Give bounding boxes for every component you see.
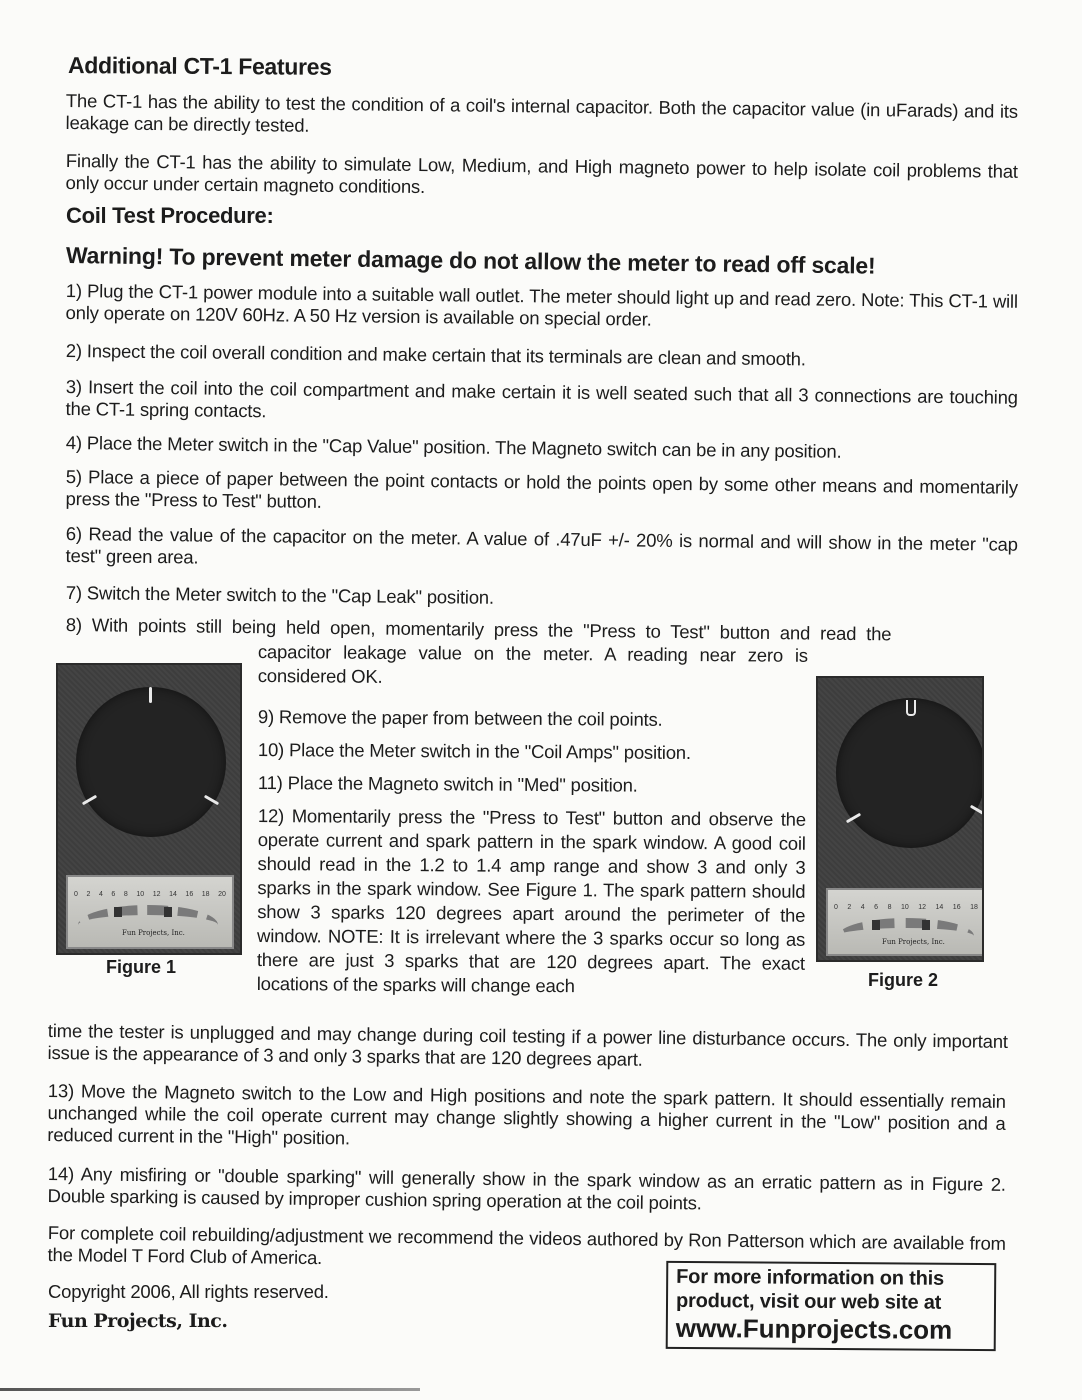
meter-arc — [78, 905, 218, 945]
spark-mark — [149, 687, 152, 703]
warning-heading: Warning! To prevent meter damage do not allow the meter to read off scale! — [65, 242, 876, 279]
meter-tick-label: 12 — [152, 891, 161, 898]
meter-tick-label: 6 — [111, 891, 116, 898]
meter-arc — [838, 918, 974, 954]
spark-mark — [846, 813, 861, 824]
spark-window — [836, 698, 984, 848]
step-6: 6) Read the value of the capacitor on the meter. A value of .47uF +/- 20% is normal and will show in the meter "cap test" green area. — [65, 523, 1018, 568]
step-12-continued: time the tester is unplugged and may change during coil testing if a power line disturbance occurs. The only important issue is the appearance of 3 and only 3 sparks that are 120 degrees apart. — [47, 1020, 1008, 1070]
website-link[interactable]: www.Funprojects.com — [675, 1312, 953, 1345]
step-4: 4) Place the Meter switch in the "Cap Value" position. The Magneto switch can be in any position. — [65, 432, 842, 462]
page-edge-shadow — [0, 1388, 420, 1391]
step-1: 1) Plug the CT-1 power module into a suitable wall outlet. The meter should light up and read zero. Note: This CT-1 will only operate on 120V 60Hz. A 50 Hz version is available on special order. — [65, 280, 1018, 330]
ammeter-dial — [66, 875, 234, 949]
recommendation-paragraph: For complete coil rebuilding/adjustment we recommend the videos authored by Ron Patterson which are available from the Model T Ford Club of America. — [47, 1222, 1006, 1269]
procedure-heading: Coil Test Procedure: — [66, 203, 274, 228]
info-box-line-2: product, visit our web site at — [675, 1289, 942, 1314]
step-5: 5) Place a piece of paper between the point contacts or hold the points open by some other means and momentarily press the "Press to Test" button. — [65, 466, 1018, 512]
features-heading: Additional CT-1 Features — [67, 52, 332, 80]
copyright-notice: Copyright 2006, All rights reserved. — [48, 1281, 329, 1302]
step-12: 12) Momentarily press the "Press to Test" button and observe the operate current and spark pattern in the spark window. A good coil should read in the 1.2 to 1.4 amp range and show 3 and only 3 sparks in the spark window. See Figure 1. The spark pattern should show 3 sparks 120 degrees apart around the perimeter of the window. NOTE: It is irrelevant where the 3 sparks occur so long as there are just 3 sparks that are 120 degrees apart. The exact locations of the sparks will change each — [256, 805, 806, 997]
meter-zone-marker — [872, 920, 880, 930]
meter-tick-label: 18 — [970, 904, 978, 911]
step-8: 8) With points still being held open, momentarily press the "Press to Test" button and read the — [65, 614, 892, 645]
figure-1-photo — [56, 663, 242, 955]
meter-tick-label: 18 — [201, 891, 210, 898]
meter-tick-label: 14 — [169, 891, 177, 898]
step-8-continued: capacitor leakage value on the meter. A reading near zero is considered OK. — [257, 641, 808, 687]
meter-zone-marker — [164, 907, 172, 917]
meter-tick-label: 16 — [185, 891, 194, 898]
figure-2-photo — [816, 676, 984, 962]
info-box-line-1: For more information on this — [676, 1265, 945, 1290]
ammeter-dial — [826, 888, 984, 956]
meter-tick-label: 14 — [935, 904, 944, 911]
step-7: 7) Switch the Meter switch to the "Cap Leak" position. — [65, 582, 495, 608]
meter-tick-label: 20 — [218, 891, 226, 898]
website-info-box — [666, 1261, 997, 1351]
figure-2-caption: Figure 2 — [868, 970, 939, 990]
features-paragraph-2: Finally the CT-1 has the ability to simulate Low, Medium, and High magneto power to help isolate coil problems that only occur under certain magneto conditions. — [65, 150, 1018, 198]
figure-1-caption: Figure 1 — [106, 957, 177, 977]
meter-brand: Fun Projects, Inc. — [882, 938, 945, 946]
meter-tick-label: 4 — [860, 904, 865, 911]
features-paragraph-1: The CT-1 has the ability to test the condition of a coil's internal capacitor. Both the capacitor value (in uFarads) and its leakage can be directly tested. — [65, 90, 1018, 136]
meter-tick-label: 8 — [123, 891, 128, 898]
spark-mark — [82, 795, 97, 806]
meter-tick-label: 0 — [834, 904, 838, 911]
meter-tick-label: 12 — [918, 904, 927, 911]
meter-tick-label: 10 — [136, 891, 145, 898]
meter-tick-label: 2 — [847, 904, 852, 911]
meter-tick-label: 8 — [887, 904, 892, 911]
meter-brand: Fun Projects, Inc. — [122, 929, 185, 937]
spark-window — [76, 687, 226, 837]
step-13: 13) Move the Magneto switch to the Low and High positions and note the spark pattern. It should essentially remain unchanged while the coil operate current may change slightly showing a higher current in the "Low" position and a reduced current in the "High" position. — [47, 1080, 1006, 1149]
step-11: 11) Place the Magneto switch in "Med" position. — [257, 772, 638, 796]
meter-tick-label: 6 — [874, 904, 879, 911]
meter-tick-label: 4 — [98, 891, 103, 898]
meter-scale — [74, 891, 226, 898]
step-2: 2) Inspect the coil overall condition and make certain that its terminals are clean and smooth. — [65, 340, 806, 370]
meter-tick-label: 0 — [74, 891, 78, 898]
meter-tick-label: 16 — [952, 904, 961, 911]
meter-zone-marker — [114, 907, 122, 917]
step-9: 9) Remove the paper from between the coil points. — [257, 706, 663, 730]
meter-tick-label: 2 — [86, 891, 91, 898]
meter-zone-marker — [922, 920, 930, 930]
step-14: 14) Any misfiring or "double sparking" will generally show in the spark window as an erratic pattern as in Figure 2. Double sparking is caused by improper cushion spring operation at the coil points. — [47, 1163, 1006, 1214]
meter-scale — [834, 904, 978, 911]
double-spark-mark — [906, 700, 916, 716]
step-3: 3) Insert the coil into the coil compartment and make certain it is well seated such that all 3 connections are touching the CT-1 spring contacts. — [65, 376, 1018, 422]
step-10: 10) Place the Meter switch in the "Coil Amps" position. — [257, 739, 691, 764]
company-logo-text: Fun Projects, Inc. — [48, 1310, 228, 1332]
meter-tick-label: 10 — [900, 904, 909, 911]
